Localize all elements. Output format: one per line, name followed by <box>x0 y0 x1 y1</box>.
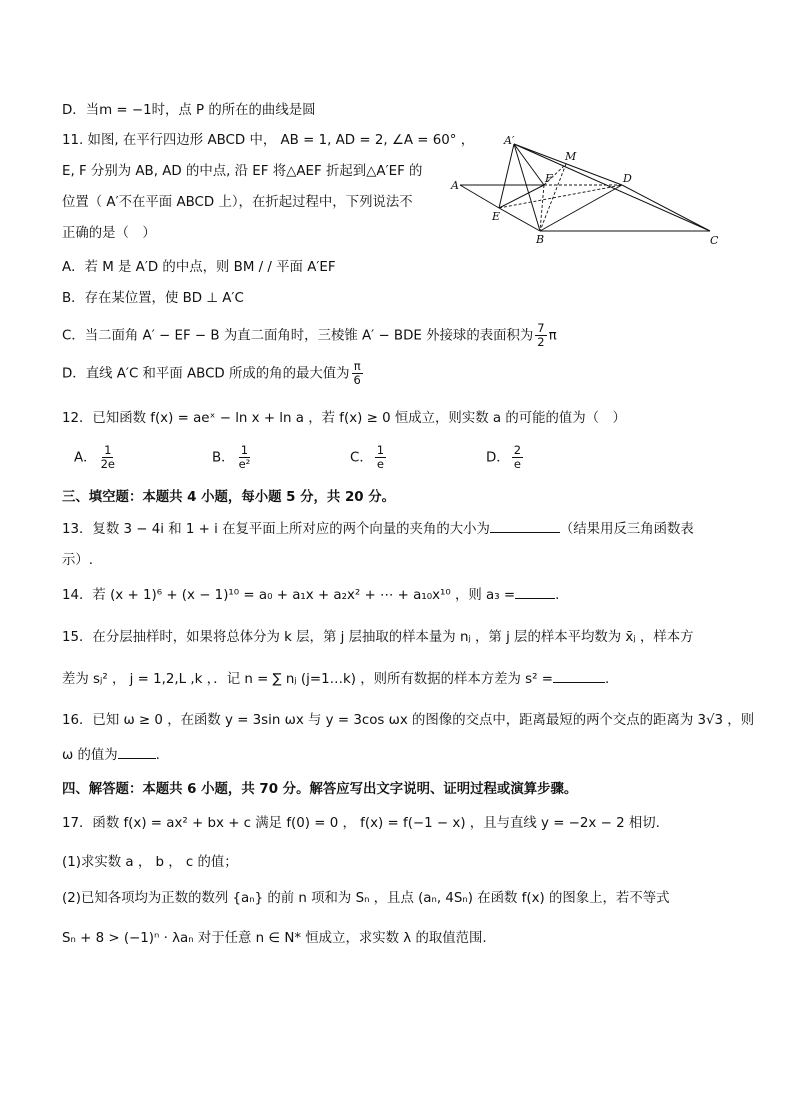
q15-answer-blank[interactable] <box>553 682 605 683</box>
q12-option-b: B． $\frac{1}{\text{e²}}$ <box>212 443 251 471</box>
label-C: C <box>710 234 719 247</box>
label-A: A <box>451 179 459 192</box>
edge-MB-hidden <box>540 164 566 231</box>
q13-line1: 13．复数 3 − 4i 和 1 + i 在复平面上所对应的两个向量的夹角的大小为 （结果用反三角函数表 <box>62 522 694 537</box>
q15-line1: 15．在分层抽样时，如果将总体分为 k 层，第 j 层抽取的样本量为 nⱼ ，第 j 层的样本平均数为 x̄ⱼ ，样本方 <box>62 630 694 645</box>
label-A-prime: A′ <box>504 134 515 147</box>
q17-part1: (1)求实数 a ， b ， c 的值； <box>62 855 238 870</box>
label-D: D <box>623 172 632 185</box>
edge-BD <box>540 185 622 231</box>
q17-part2: (2)已知各项均为正数的数列 {aₙ} 的前 n 项和为 Sₙ ，且点 (aₙ, 4Sₙ) 在函数 f(x) 的图象上，若不等式 <box>62 891 670 906</box>
section3-title: 三、填空题：本题共 4 小题，每小题 5 分，共 20 分。 <box>62 490 396 505</box>
q17-line1: 17．函数 f(x) = ax² + bx + c 满足 f(0) = 0 ， f(x) = f(−1 − x) ，且与直线 y = −2x − 2 相切. <box>62 816 660 831</box>
q11-option-d-text: D．直线 A′C 和平面 ABCD 所成的角的最大值为 <box>62 366 350 382</box>
q16-line2: ω 的值为 . <box>62 748 160 763</box>
q11-option-a: A．若 M 是 A′D 的中点，则 BM / / 平面 A′EF <box>62 260 336 275</box>
q11-figure <box>448 128 728 248</box>
edge-DC <box>622 185 710 231</box>
edge-A1B <box>514 144 540 231</box>
q13-line2: 示）. <box>62 553 94 568</box>
q16-answer-blank[interactable] <box>118 758 156 759</box>
q11-option-c-text: C．当二面角 A′ − EF − B 为直二面角时，三棱锥 A′ − BDE 外接球的表面积为 <box>62 328 534 344</box>
q11-option-c: C．当二面角 A′ − EF − B 为直二面角时，三棱锥 A′ − BDE 外接球的表面积为 $\frac{7}{2}$ π <box>62 321 557 349</box>
label-M: M <box>565 150 577 163</box>
q14: 14．若 (x + 1)⁶ + (x − 1)¹⁰ = a₀ + a₁x + a₂x² + ⋯ + a₁₀x¹⁰ ，则 a₃ = . <box>62 588 560 603</box>
q11-option-c-fraction: $\frac{7}{2}$ <box>537 321 545 349</box>
q11-option-b: B．存在某位置，使 BD ⊥ A′C <box>62 291 244 306</box>
q11-stem-line3: 位置（ A′不在平面 ABCD 上），在折起过程中，下列说法不 <box>62 195 413 210</box>
q11-option-d <box>62 360 365 387</box>
q11-stem-line2: E, F 分别为 AB, AD 的中点, 沿 EF 将△AEF 折起到△A′EF 的 <box>62 164 423 179</box>
label-B: B <box>536 233 545 246</box>
edge-ED-hidden <box>499 185 622 208</box>
q16-line1: 16．已知 ω ≥ 0 ，在函数 y = 3sin ωx 与 y = 3cos ωx 的图像的交点中，距离最短的两个交点的距离为 3√3 ，则 <box>62 713 755 728</box>
q12-option-d: D． $\frac{2}{e}$ <box>486 443 522 471</box>
q10-option-d: D．当m = −1时，点 P 的所在的曲线是圆 <box>62 103 316 118</box>
q14-answer-blank[interactable] <box>515 598 555 599</box>
q13-answer-blank[interactable] <box>490 532 560 533</box>
q11-stem-line1: 11. 如图, 在平行四边形 ABCD 中， AB = 1, AD = 2, ∠A = 60° ， <box>62 133 475 148</box>
q12-option-a: A． $\frac{1}{2e}$ <box>74 443 115 471</box>
q12-option-c: C． $\frac{1}{e}$ <box>350 443 385 471</box>
q11-stem-line4: 正确的是（ ） <box>62 226 156 241</box>
label-F: F <box>545 172 553 185</box>
q15-line2: 差为 sⱼ² ， j = 1,2,L ,k ，．记 n = ∑ nⱼ (j=1…k) ，则所有数据的样本方差为 s² = . <box>62 672 610 687</box>
label-E: E <box>492 210 501 223</box>
section4-title: 四、解答题：本题共 6 小题，共 70 分。解答应写出文字说明、证明过程或演算步骤。 <box>62 782 578 797</box>
edge-FB-hidden <box>540 185 544 231</box>
q11-option-d-fraction: $\frac{\pi}{6}$ <box>353 359 361 387</box>
edge-A1E <box>499 144 514 208</box>
q17-part2b: Sₙ + 8 > (−1)ⁿ · λaₙ 对于任意 n ∈ N* 恒成立，求实数 λ 的取值范围. <box>62 931 487 946</box>
edge-EF <box>499 185 544 208</box>
q12-stem: 12．已知函数 f(x) = aeˣ − ln x + ln a ，若 f(x) ≥ 0 恒成立，则实数 a 的可能的值为（ ） <box>62 411 626 426</box>
edge-AE <box>460 185 499 208</box>
